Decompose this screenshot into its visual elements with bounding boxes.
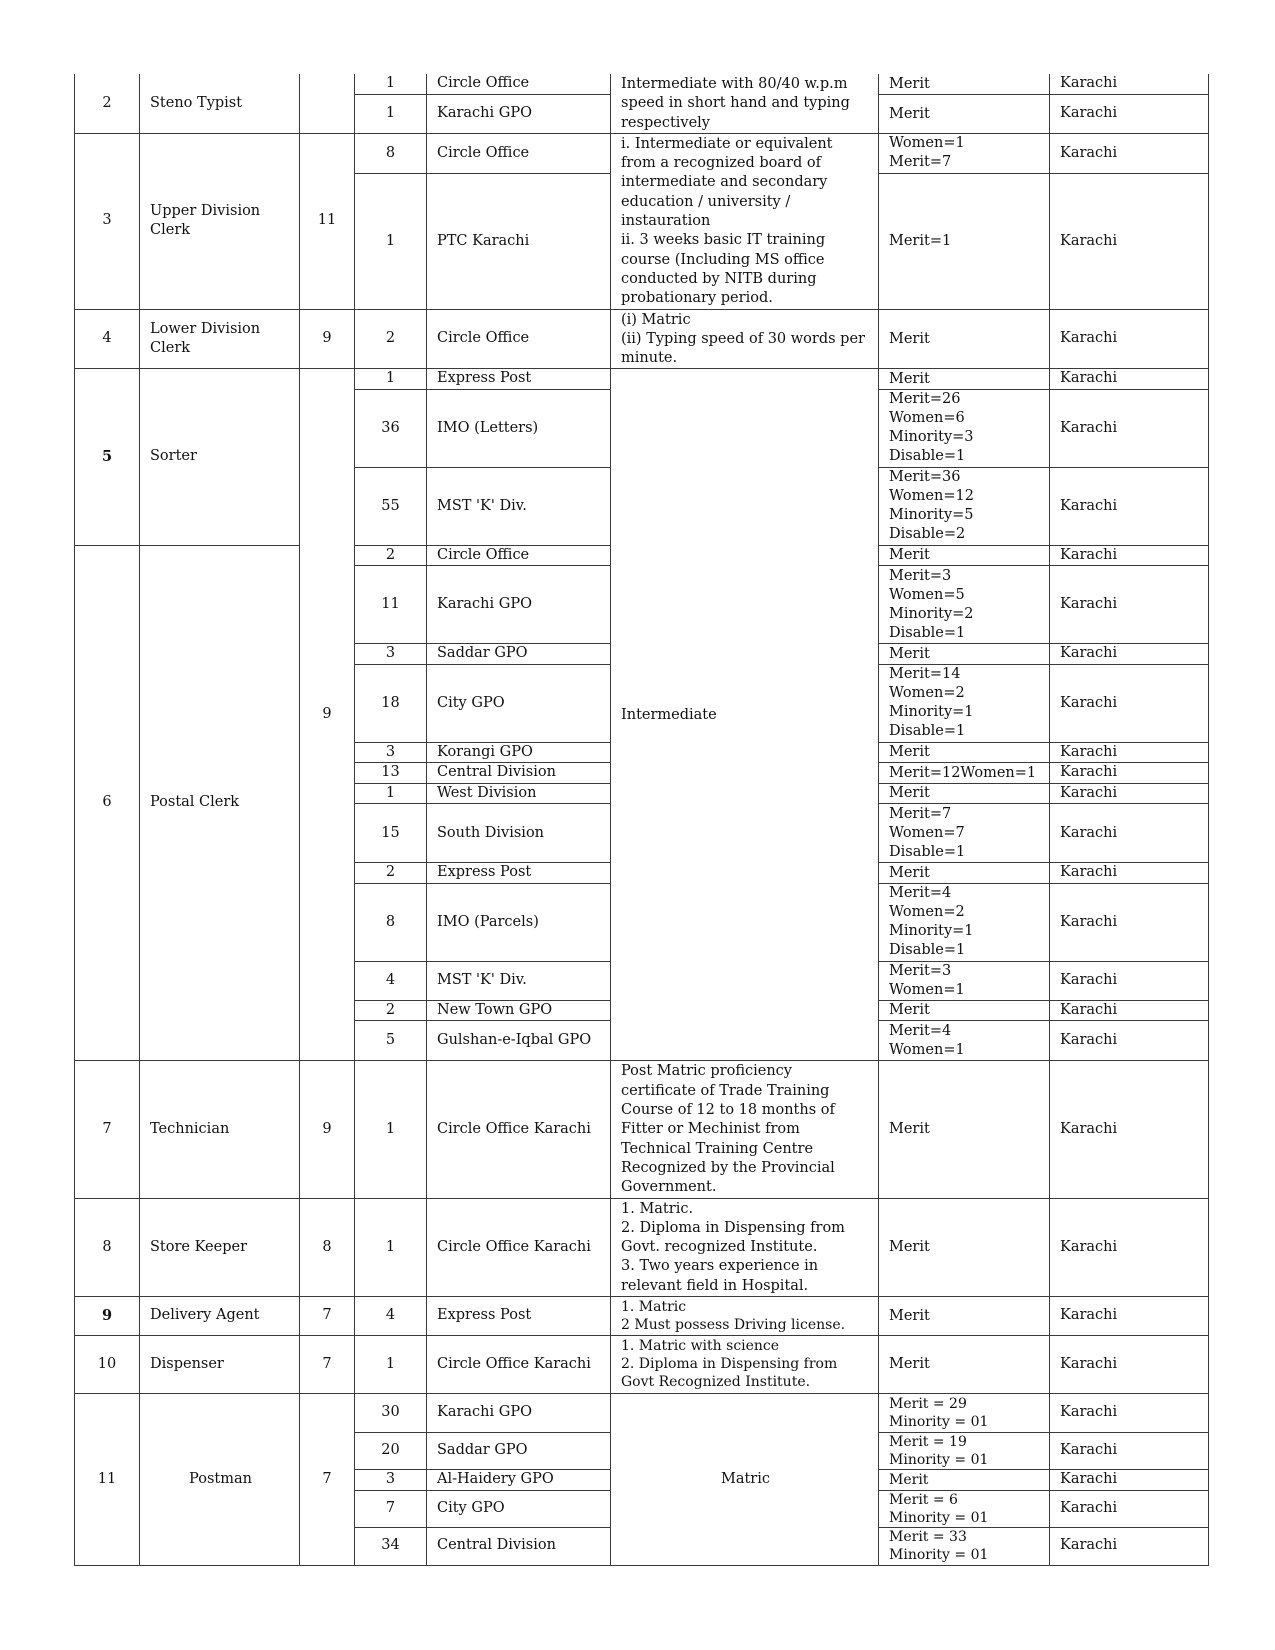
- vacancy-count-cell: 20: [355, 1433, 427, 1470]
- vacancy-count-cell: 13: [355, 763, 427, 784]
- office-cell: New Town GPO: [427, 1000, 611, 1021]
- serial-cell: 7: [75, 1061, 140, 1198]
- office-cell: Express Post: [427, 1297, 611, 1336]
- quota-cell: Merit: [879, 309, 1050, 369]
- quota-cell: Merit=26 Women=6 Minority=3 Disable=1: [879, 389, 1050, 467]
- office-cell: Korangi GPO: [427, 742, 611, 763]
- office-cell: PTC Karachi: [427, 173, 611, 309]
- vacancy-count-cell: 1: [355, 95, 427, 134]
- vacancy-count-cell: 7: [355, 1490, 427, 1527]
- location-cell: Karachi: [1050, 804, 1209, 863]
- location-cell: Karachi: [1050, 1198, 1209, 1296]
- location-cell: Karachi: [1050, 1527, 1209, 1565]
- post-name-cell: Steno Typist: [140, 74, 300, 133]
- quota-cell: Merit = 33 Minority = 01: [879, 1527, 1050, 1565]
- vacancy-count-cell: 2: [355, 863, 427, 884]
- bps-cell: 7: [300, 1297, 355, 1336]
- serial-cell: 6: [75, 545, 140, 1061]
- vacancy-count-cell: 2: [355, 309, 427, 369]
- vacancy-count-cell: 4: [355, 1297, 427, 1336]
- location-cell: Karachi: [1050, 1000, 1209, 1021]
- post-name-cell: Postal Clerk: [140, 545, 300, 1061]
- quota-cell: Women=1 Merit=7: [879, 133, 1050, 173]
- office-cell: South Division: [427, 804, 611, 863]
- location-cell: Karachi: [1050, 1336, 1209, 1394]
- quota-cell: Merit=4 Women=1: [879, 1021, 1050, 1061]
- bps-cell: 7: [300, 1394, 355, 1566]
- location-cell: Karachi: [1050, 389, 1209, 467]
- vacancy-count-cell: 2: [355, 1000, 427, 1021]
- location-cell: Karachi: [1050, 1490, 1209, 1527]
- serial-cell: 3: [75, 133, 140, 309]
- vacancy-count-cell: 15: [355, 804, 427, 863]
- location-cell: Karachi: [1050, 95, 1209, 134]
- office-cell: Circle Office: [427, 74, 611, 95]
- post-name-cell: Delivery Agent: [140, 1297, 300, 1336]
- location-cell: Karachi: [1050, 1433, 1209, 1470]
- quota-cell: Merit=3 Women=5 Minority=2 Disable=1: [879, 566, 1050, 644]
- vacancy-count-cell: 1: [355, 74, 427, 95]
- office-cell: Circle Office Karachi: [427, 1061, 611, 1198]
- office-cell: Circle Office Karachi: [427, 1336, 611, 1394]
- quota-cell: Merit = 19 Minority = 01: [879, 1433, 1050, 1470]
- vacancy-count-cell: 18: [355, 664, 427, 742]
- quota-cell: Merit: [879, 1000, 1050, 1021]
- quota-cell: Merit=1: [879, 173, 1050, 309]
- office-cell: Saddar GPO: [427, 644, 611, 665]
- location-cell: Karachi: [1050, 566, 1209, 644]
- quota-cell: Merit: [879, 1061, 1050, 1198]
- office-cell: West Division: [427, 783, 611, 804]
- quota-cell: Merit: [879, 74, 1050, 95]
- office-cell: Gulshan-e-Iqbal GPO: [427, 1021, 611, 1061]
- vacancy-count-cell: 1: [355, 1336, 427, 1394]
- location-cell: Karachi: [1050, 1297, 1209, 1336]
- office-cell: Circle Office: [427, 545, 611, 566]
- quota-cell: Merit: [879, 1470, 1050, 1491]
- post-name-cell: Technician: [140, 1061, 300, 1198]
- post-name-cell: Upper Division Clerk: [140, 133, 300, 309]
- quota-cell: Merit=4 Women=2 Minority=1 Disable=1: [879, 883, 1050, 961]
- office-cell: Express Post: [427, 369, 611, 390]
- office-cell: Karachi GPO: [427, 1394, 611, 1433]
- office-cell: IMO (Parcels): [427, 883, 611, 961]
- qualification-cell: Intermediate with 80/40 w.p.m speed in short hand and typing respectively: [611, 74, 879, 133]
- office-cell: Circle Office: [427, 133, 611, 173]
- office-cell: City GPO: [427, 664, 611, 742]
- office-cell: Circle Office: [427, 309, 611, 369]
- post-name-cell: Postman: [140, 1394, 300, 1566]
- location-cell: Karachi: [1050, 664, 1209, 742]
- office-cell: Circle Office Karachi: [427, 1198, 611, 1296]
- vacancy-table: [74, 74, 1209, 1566]
- vacancy-count-cell: 1: [355, 783, 427, 804]
- location-cell: Karachi: [1050, 961, 1209, 1000]
- serial-cell: 10: [75, 1336, 140, 1394]
- quota-cell: Merit = 6 Minority = 01: [879, 1490, 1050, 1527]
- quota-cell: Merit=36 Women=12 Minority=5 Disable=2: [879, 467, 1050, 545]
- serial-cell: 11: [75, 1394, 140, 1566]
- location-cell: Karachi: [1050, 1061, 1209, 1198]
- location-cell: Karachi: [1050, 742, 1209, 763]
- qualification-cell: 1. Matric 2 Must possess Driving license.: [611, 1297, 879, 1336]
- location-cell: Karachi: [1050, 783, 1209, 804]
- vacancy-count-cell: 3: [355, 644, 427, 665]
- office-cell: Express Post: [427, 863, 611, 884]
- location-cell: Karachi: [1050, 883, 1209, 961]
- vacancy-count-cell: 30: [355, 1394, 427, 1433]
- bps-cell: 7: [300, 1336, 355, 1394]
- office-cell: Central Division: [427, 763, 611, 784]
- qualification-cell: 1. Matric. 2. Diploma in Dispensing from Govt. recognized Institute. 3. Two years experience in relevant field in Hospital.: [611, 1198, 879, 1296]
- serial-cell: 9: [75, 1297, 140, 1336]
- quota-cell: Merit: [879, 783, 1050, 804]
- vacancy-count-cell: 1: [355, 369, 427, 390]
- vacancy-count-cell: 3: [355, 742, 427, 763]
- vacancy-count-cell: 1: [355, 173, 427, 309]
- location-cell: Karachi: [1050, 74, 1209, 95]
- quota-cell: Merit: [879, 644, 1050, 665]
- qualification-cell: (i) Matric (ii) Typing speed of 30 words per minute.: [611, 309, 879, 369]
- vacancy-count-cell: 8: [355, 133, 427, 173]
- post-name-cell: Sorter: [140, 369, 300, 546]
- office-cell: MST 'K' Div.: [427, 961, 611, 1000]
- location-cell: Karachi: [1050, 467, 1209, 545]
- quota-cell: Merit: [879, 1297, 1050, 1336]
- quota-cell: Merit: [879, 95, 1050, 134]
- location-cell: Karachi: [1050, 1394, 1209, 1433]
- office-cell: Saddar GPO: [427, 1433, 611, 1470]
- location-cell: Karachi: [1050, 1470, 1209, 1491]
- location-cell: Karachi: [1050, 1021, 1209, 1061]
- bps-cell: 11: [300, 133, 355, 309]
- bps-cell: 9: [300, 309, 355, 369]
- location-cell: Karachi: [1050, 763, 1209, 784]
- location-cell: Karachi: [1050, 309, 1209, 369]
- office-cell: City GPO: [427, 1490, 611, 1527]
- qualification-cell: Post Matric proficiency certificate of Trade Training Course of 12 to 18 months of Fitter or Mechinist from Technical Training Centre Recognized by the Provincial Government.: [611, 1061, 879, 1198]
- vacancy-count-cell: 5: [355, 1021, 427, 1061]
- qualification-cell: Intermediate: [611, 369, 879, 1061]
- quota-cell: Merit = 29 Minority = 01: [879, 1394, 1050, 1433]
- vacancy-count-cell: 1: [355, 1061, 427, 1198]
- vacancy-count-cell: 55: [355, 467, 427, 545]
- location-cell: Karachi: [1050, 545, 1209, 566]
- quota-cell: Merit=14 Women=2 Minority=1 Disable=1: [879, 664, 1050, 742]
- office-cell: IMO (Letters): [427, 389, 611, 467]
- quota-cell: Merit: [879, 545, 1050, 566]
- vacancy-count-cell: 11: [355, 566, 427, 644]
- office-cell: Central Division: [427, 1527, 611, 1565]
- vacancy-count-cell: 3: [355, 1470, 427, 1491]
- quota-cell: Merit: [879, 1336, 1050, 1394]
- vacancy-count-cell: 36: [355, 389, 427, 467]
- post-name-cell: Dispenser: [140, 1336, 300, 1394]
- quota-cell: Merit: [879, 863, 1050, 884]
- quota-cell: Merit: [879, 742, 1050, 763]
- vacancy-count-cell: 4: [355, 961, 427, 1000]
- qualification-cell: Matric: [611, 1394, 879, 1566]
- office-cell: Karachi GPO: [427, 95, 611, 134]
- vacancy-count-cell: 34: [355, 1527, 427, 1565]
- location-cell: Karachi: [1050, 173, 1209, 309]
- bps-cell: 9: [300, 1061, 355, 1198]
- qualification-cell: 1. Matric with science 2. Diploma in Dispensing from Govt Recognized Institute.: [611, 1336, 879, 1394]
- location-cell: Karachi: [1050, 369, 1209, 390]
- qualification-cell: i. Intermediate or equivalent from a recognized board of intermediate and secondary education / university / instauration ii. 3 weeks basic IT training course (Including MS office conducted by NITB during probationary period.: [611, 133, 879, 309]
- office-cell: Karachi GPO: [427, 566, 611, 644]
- bps-cell: 8: [300, 1198, 355, 1296]
- post-name-cell: Lower Division Clerk: [140, 309, 300, 369]
- post-name-cell: Store Keeper: [140, 1198, 300, 1296]
- office-cell: Al-Haidery GPO: [427, 1470, 611, 1491]
- vacancy-count-cell: 1: [355, 1198, 427, 1296]
- serial-cell: 5: [75, 369, 140, 546]
- quota-cell: Merit=12Women=1: [879, 763, 1050, 784]
- quota-cell: Merit=7 Women=7 Disable=1: [879, 804, 1050, 863]
- quota-cell: Merit: [879, 369, 1050, 390]
- office-cell: MST 'K' Div.: [427, 467, 611, 545]
- serial-cell: 2: [75, 74, 140, 133]
- vacancy-count-cell: 2: [355, 545, 427, 566]
- location-cell: Karachi: [1050, 863, 1209, 884]
- vacancy-count-cell: 8: [355, 883, 427, 961]
- quota-cell: Merit=3 Women=1: [879, 961, 1050, 1000]
- quota-cell: Merit: [879, 1198, 1050, 1296]
- serial-cell: 8: [75, 1198, 140, 1296]
- location-cell: Karachi: [1050, 133, 1209, 173]
- location-cell: Karachi: [1050, 644, 1209, 665]
- serial-cell: 4: [75, 309, 140, 369]
- bps-cell: 9: [300, 369, 355, 1061]
- bps-cell: [300, 74, 355, 133]
